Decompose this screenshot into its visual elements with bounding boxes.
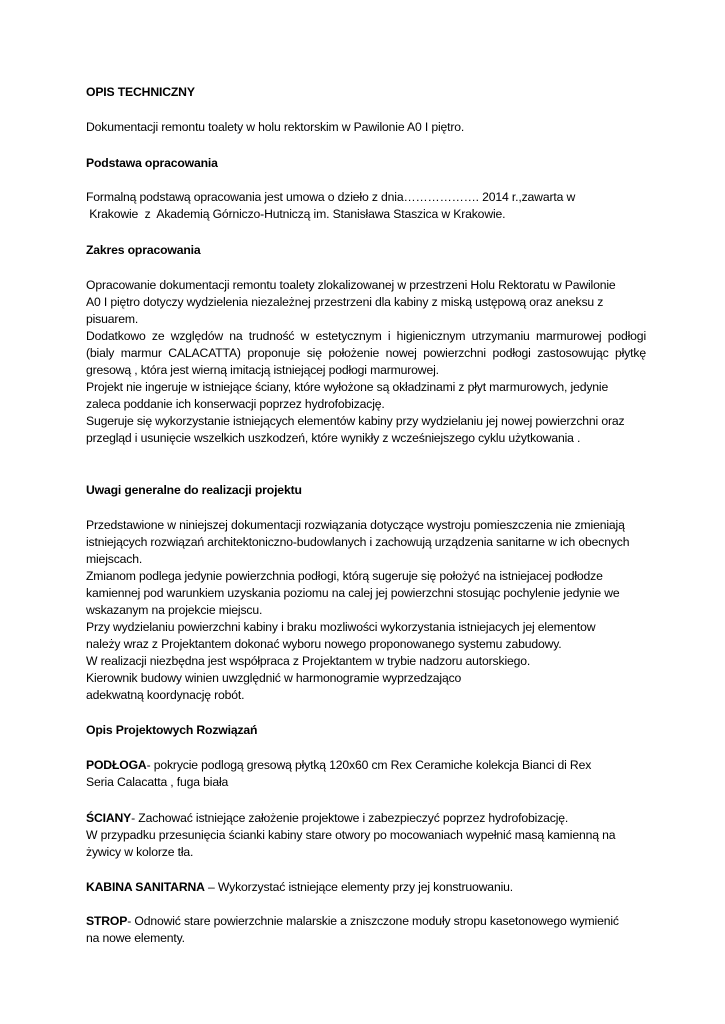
document-page xyxy=(86,84,646,947)
general-notes-line: Zmianom podlega jedynie powierzchnia podłogi, którą sugeruje się położyć na istniejacej podłodze xyxy=(86,569,603,583)
general-notes-line: Przy wydzielaniu powierzchni kabiny i braku mozliwości wykorzystania istniejacych jej elementow xyxy=(86,620,596,634)
basis-line: Krakowie z Akademią Górniczo-Hutniczą im. Stanisława Staszica w Krakowie. xyxy=(86,207,506,221)
walls-text: - Zachować istniejące założenie projektowe i zabezpieczyć poprzez hydrofobizację. xyxy=(131,811,569,825)
walls-label: ŚCIANY xyxy=(86,811,132,825)
general-notes-line: istniejących rozwiązań architektoniczno-budowlanych i zachowują urządzenia sanitarne w ich obecnych xyxy=(86,535,630,549)
general-notes-line: Przedstawione w niniejszej dokumentacji rozwiązania dotyczące wystroju pomieszczenia nie zmieniają xyxy=(86,518,625,532)
scope-line: A0 I piętro dotyczy wydzielenia niezależnej przestrzeni dla kabiny z miską ustępową oraz aneksu z xyxy=(86,295,604,309)
ceiling-line xyxy=(86,913,646,930)
floor-text: - pokrycie podlogą gresową płytką 120x60 cm Rex Ceramiche kolekcja Bianci di Rex xyxy=(146,758,592,772)
scope-line: Dodatkowo ze względów na trudność w estetycznym i higienicznym utrzymaniu marmurowej podłogi xyxy=(86,329,646,343)
general-notes-line: należy wraz z Projektantem dokonać wyboru nowego proponowanego systemu zabudowy. xyxy=(86,637,562,651)
floor-line xyxy=(86,757,646,774)
walls-line: W przypadku przesunięcia ścianki kabiny stare otwory po mocowaniach wypełnić masą kamienną na xyxy=(86,828,616,842)
scope-line: (bialy marmur CALACATTA) proponuje się położenie nowej powierzchni podłogi zastosowując płytkę xyxy=(86,346,646,360)
cabin-label: KABINA SANITARNA xyxy=(86,880,205,894)
document-subtitle: Dokumentacji remontu toalety w holu rektorskim w Pawilonie A0 I piętro. xyxy=(86,120,465,134)
walls-paragraph xyxy=(86,810,646,861)
ceiling-paragraph xyxy=(86,913,646,947)
cabin-paragraph xyxy=(86,879,646,896)
general-notes-paragraph xyxy=(86,517,646,704)
basis-line: Formalną podstawą opracowania jest umowa o dzieło z dnia………………. 2014 r.,zawarta w xyxy=(86,190,576,204)
document-title: OPIS TECHNICZNY xyxy=(86,85,195,99)
scope-line: pisuarem. xyxy=(86,312,139,326)
scope-line: Opracowanie dokumentacji remontu toalety zlokalizowanej w przestrzeni Holu Rektoratu w Pawilonie xyxy=(86,278,616,292)
general-notes-line: wskazanym na projekcie miejscu. xyxy=(86,603,263,617)
section-heading-basis: Podstawa opracowania xyxy=(86,156,218,170)
section-heading-general-notes: Uwagi generalne do realizacji projektu xyxy=(86,483,302,497)
floor-line: Seria Calacatta , fuga biała xyxy=(86,775,229,789)
general-notes-line: adekwatną koordynację robót. xyxy=(86,688,245,702)
general-notes-line: kamiennej pod warunkiem uzyskania poziomu na calej jej powierzchni stosując pochylenie jedynie we xyxy=(86,586,620,600)
scope-paragraph xyxy=(86,277,646,447)
walls-line: żywicy w kolorze tła. xyxy=(86,845,194,859)
cabin-text: – Wykorzystać istniejące elementy przy jej konstruowaniu. xyxy=(204,880,513,894)
scope-line: Sugeruje się wykorzystanie istniejących elementów kabiny przy wydzielaniu jej nowej powierzchni oraz xyxy=(86,414,625,428)
scope-line: przegląd i usunięcie wszelkich uszkodzeń, które wynikły z wcześniejszego cyklu użytkowania . xyxy=(86,431,581,445)
general-notes-line: Kierownik budowy winien uwzględnić w harmonogramie wyprzedzająco xyxy=(86,671,462,685)
general-notes-line: W realizacji niezbędna jest współpraca z Projektantem w trybie nadzoru autorskiego. xyxy=(86,654,531,668)
walls-line xyxy=(86,810,646,827)
section-heading-scope: Zakres opracowania xyxy=(86,243,201,257)
section-heading-solutions: Opis Projektowych Rozwiązań xyxy=(86,723,258,737)
scope-line: zaleca poddanie ich konserwacji poprzez hydrofobizację. xyxy=(86,397,385,411)
basis-paragraph xyxy=(86,189,646,223)
cabin-line xyxy=(86,879,646,896)
ceiling-text: - Odnowić stare powierzchnie malarskie a zniszczone moduły stropu kasetonowego wymienić xyxy=(127,914,619,928)
floor-paragraph xyxy=(86,757,646,791)
general-notes-line: miejscach. xyxy=(86,552,143,566)
scope-line: gresową , która jest wierną imitacją istniejącej podłogi marmurowej. xyxy=(86,363,439,377)
ceiling-label: STROP xyxy=(86,914,128,928)
floor-label: PODŁOGA xyxy=(86,758,147,772)
ceiling-line: na nowe elementy. xyxy=(86,931,185,945)
scope-line: Projekt nie ingeruje w istniejące ściany, które wyłożone są okładzinami z płyt marmurowych, jedynie xyxy=(86,380,609,394)
